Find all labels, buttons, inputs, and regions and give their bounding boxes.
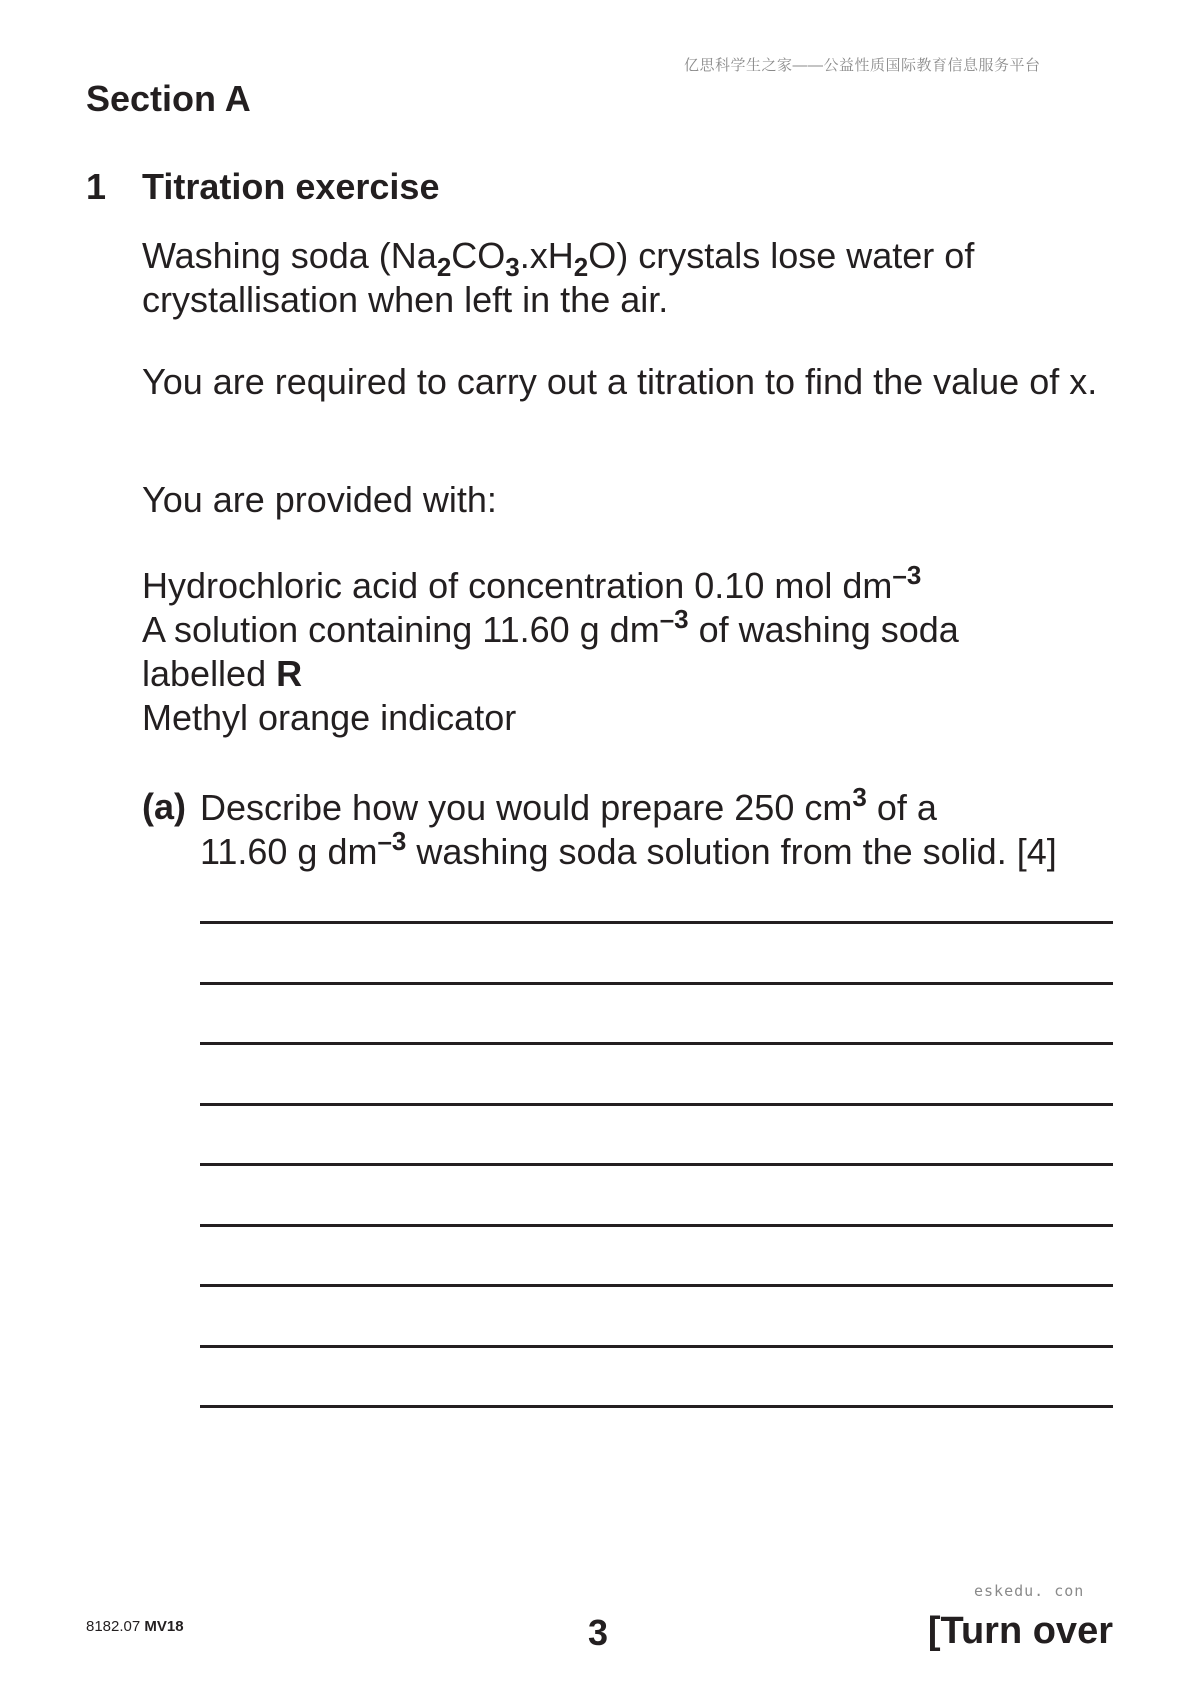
part-a-line-2: 11.60 g $dm^{-3}$ washing soda solution from the solid. [4] xyxy=(200,826,1057,872)
watermark-bottom: eskedu. con xyxy=(974,1582,1085,1600)
part-a-line-1: Describe how you would prepare 250 $cm^3$ of a xyxy=(200,782,937,828)
footer-code: 8182.07 MV18 xyxy=(86,1618,184,1635)
intro-paragraph-1 xyxy=(142,234,974,322)
answer-line[interactable] xyxy=(200,1345,1113,1348)
question-number: 1 xyxy=(86,166,107,207)
section-heading: Section A xyxy=(86,78,251,119)
watermark-top: 亿思科学生之家——公益性质国际教育信息服务平台 xyxy=(684,57,1041,74)
answer-line[interactable] xyxy=(200,1103,1113,1106)
intro-line-1: Washing soda $(Na_2CO_3.xH_2O)$ crystals lose water of xyxy=(142,235,975,282)
intro-paragraph-2: You are required to carry out a titration to find the value of x. xyxy=(142,361,1098,402)
materials-list xyxy=(142,560,959,740)
answer-line[interactable] xyxy=(200,1405,1113,1408)
answer-line[interactable] xyxy=(200,1042,1113,1045)
answer-line[interactable] xyxy=(200,1284,1113,1287)
material-indicator: Methyl orange indicator xyxy=(142,697,517,738)
part-a-label: (a) xyxy=(142,786,186,827)
material-solution-r-label: labelled R xyxy=(142,653,303,694)
answer-line[interactable] xyxy=(200,1163,1113,1166)
answer-line[interactable] xyxy=(200,921,1113,924)
answer-line[interactable] xyxy=(200,982,1113,985)
intro-paragraph-3: You are provided with: xyxy=(142,479,497,520)
part-a-question xyxy=(200,782,1057,874)
answer-line[interactable] xyxy=(200,1224,1113,1227)
material-hcl: Hydrochloric acid of concentration 0.10 mol $dm^{-3}$ xyxy=(142,560,922,606)
material-solution-r: A solution containing 11.60 g $dm^{-3}$ of washing soda xyxy=(142,604,959,650)
page-number: 3 xyxy=(588,1612,609,1653)
turn-over: [Turn over xyxy=(927,1610,1113,1652)
question-title: Titration exercise xyxy=(142,166,440,207)
intro-line-2: crystallisation when left in the air. xyxy=(142,279,669,320)
